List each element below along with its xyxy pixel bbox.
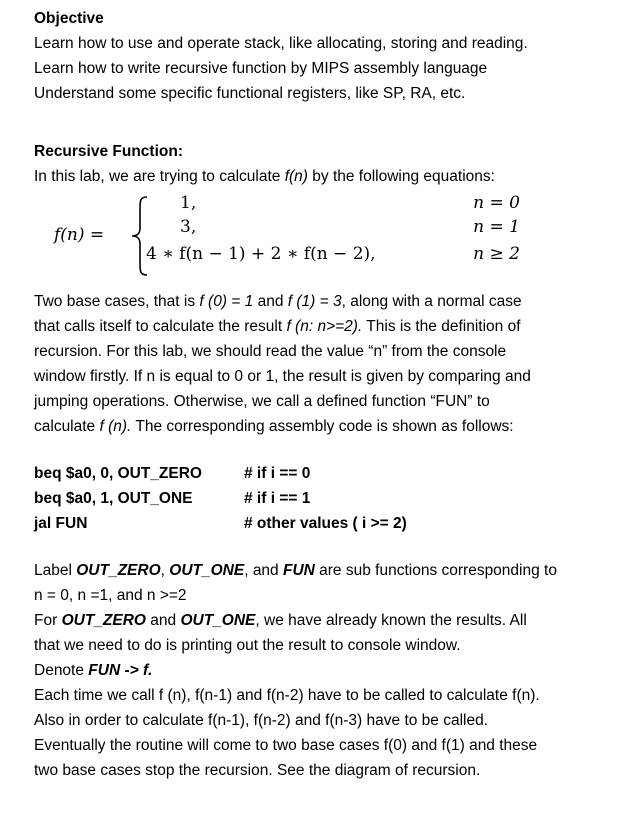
paragraph-line: window firstly. If n is equal to 0 or 1, the result is given by comparing and <box>34 368 531 385</box>
paragraph-line: Also in order to calculate f(n-1), f(n-2) and f(n-3) have to be called. <box>34 712 489 729</box>
objective-line: Understand some specific functional registers, like SP, RA, etc. <box>34 85 466 102</box>
objective-line: Learn how to write recursive function by MIPS assembly language <box>34 60 488 77</box>
paragraph-line: For OUT_ZERO and OUT_ONE, we have already known the results. All <box>34 612 527 629</box>
paragraph-line: Two base cases, that is f (0) = 1 and f (1) = 3, along with a normal case <box>34 293 522 310</box>
case-value: 4 ∗ f(n − 1) + 2 ∗ f(n − 2), <box>146 244 376 264</box>
recursive-intro: In this lab, we are trying to calculate f(n) by the following equations: <box>34 168 495 185</box>
assembly-code-block <box>34 461 624 536</box>
paragraph-line: Each time we call f (n), f(n-1) and f(n-2) have to be called to calculate f(n). <box>34 687 540 704</box>
case-value: 3, <box>180 217 197 237</box>
paragraph-line: Denote FUN -> f. <box>34 662 153 679</box>
paragraph-line: Label OUT_ZERO, OUT_ONE, and FUN are sub functions corresponding to <box>34 562 557 579</box>
left-brace-icon <box>130 195 150 277</box>
code-instruction: beq $a0, 1, OUT_ONE <box>34 490 193 507</box>
piecewise-equation <box>34 195 624 277</box>
code-comment: # other values ( i >= 2) <box>244 515 407 532</box>
paragraph-line: calculate f (n). The corresponding assembly code is shown as follows: <box>34 418 514 435</box>
objective-line: Learn how to use and operate stack, like allocating, storing and reading. <box>34 35 528 52</box>
paragraph-line: that calls itself to calculate the result f (n: n>=2). This is the definition of <box>34 318 521 335</box>
code-instruction: jal FUN <box>34 515 88 532</box>
paragraph-line: two base cases stop the recursion. See the diagram of recursion. <box>34 762 481 779</box>
paragraph-line: n = 0, n =1, and n >=2 <box>34 587 187 604</box>
case-condition: n ≥ 2 <box>473 244 520 264</box>
code-comment: # if i == 0 <box>244 465 311 482</box>
paragraph-line: Eventually the routine will come to two base cases f(0) and f(1) and these <box>34 737 538 754</box>
equation-lhs: f(n) = <box>54 225 105 245</box>
objective-heading: Objective <box>34 10 104 27</box>
code-comment: # if i == 1 <box>244 490 311 507</box>
case-condition: n = 1 <box>473 217 520 237</box>
paragraph-line: that we need to do is printing out the result to console window. <box>34 637 461 654</box>
recursive-heading: Recursive Function: <box>34 143 183 160</box>
case-value: 1, <box>180 193 197 213</box>
paragraph-line: recursion. For this lab, we should read the value “n” from the console <box>34 343 507 360</box>
document-page <box>34 6 624 783</box>
paragraph-line: jumping operations. Otherwise, we call a defined function “FUN” to <box>34 393 490 410</box>
case-condition: n = 0 <box>473 193 520 213</box>
code-instruction: beq $a0, 0, OUT_ZERO <box>34 465 202 482</box>
